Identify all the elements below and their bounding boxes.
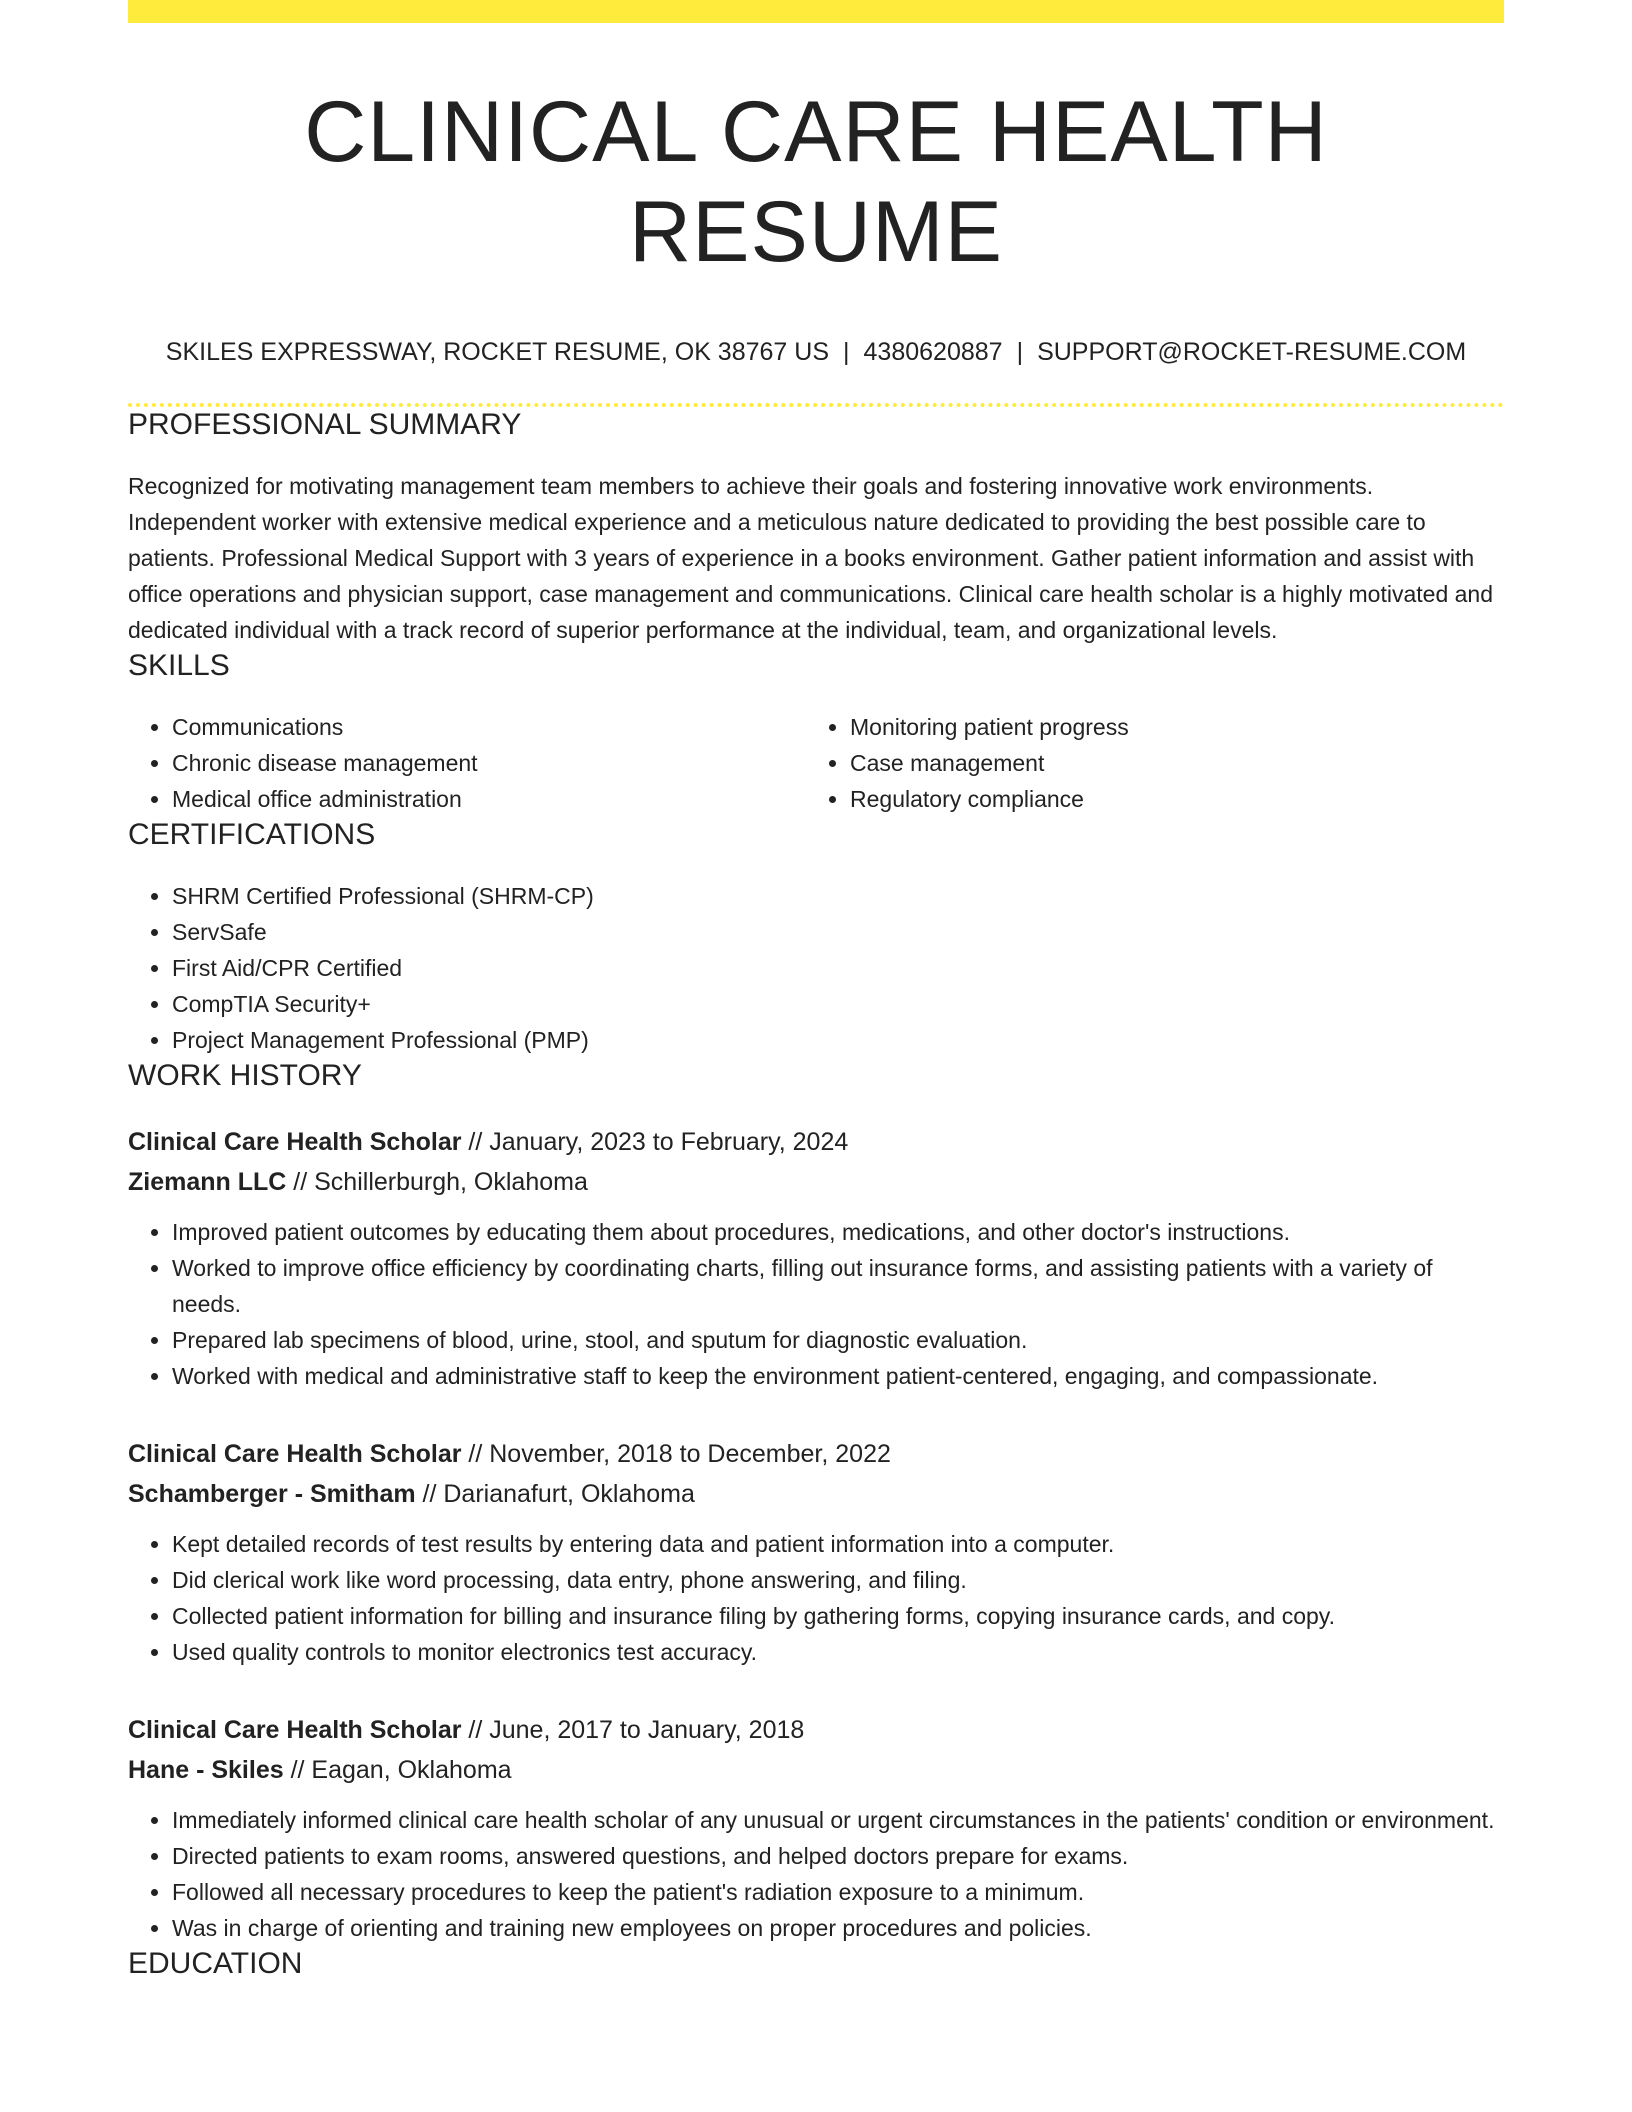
job-title: Clinical Care Health Scholar (128, 1716, 462, 1744)
job-location: // Schillerburgh, Oklahoma (286, 1168, 588, 1196)
job-company-line (128, 1162, 1504, 1202)
certifications-list (128, 878, 1504, 1058)
resume-page (128, 0, 1504, 1982)
job-duty: • Did clerical work like word processing, data entry, phone answering, and filing. (172, 1562, 1504, 1598)
job-dates: // January, 2023 to February, 2024 (461, 1128, 849, 1156)
job-title-line (128, 1710, 1504, 1750)
contact-phone: 4380620887 (863, 338, 1003, 366)
job-company-line (128, 1474, 1504, 1514)
skill-item: • Chronic disease management (172, 745, 806, 781)
skill-item: • Medical office administration (172, 781, 806, 817)
summary-text: Recognized for motivating management team members to achieve their goals and fostering innovative work environments. Independent worker with extensive medical experience and a meticulous nature dedicated to providing the best possible care to patients. Professional Medical Support with 3 years of experience in a books environment. Gather patient information and assist with office operations and physician support, case management and communications. Clinical care health scholar is a highly motivated and dedicated individual with a track record of superior performance at the individual, team, and organizational levels. (128, 473, 1494, 643)
skill-item: • Communications (172, 709, 806, 745)
job-title: Clinical Care Health Scholar (128, 1128, 462, 1156)
skills-list-left (128, 709, 806, 817)
job-company: Ziemann LLC (128, 1168, 287, 1196)
contact-separator: | (1016, 338, 1024, 366)
job-entry (128, 1434, 1504, 1670)
work-history-heading: WORK HISTORY (128, 1059, 362, 1092)
job-location: // Darianafurt, Oklahoma (415, 1480, 695, 1508)
job-entry (128, 1122, 1504, 1394)
job-duty: • Immediately informed clinical care health scholar of any unusual or urgent circumstances in the patients' condition or environment. (172, 1802, 1504, 1838)
job-duty: • Followed all necessary procedures to keep the patient's radiation exposure to a minimum. (172, 1874, 1504, 1910)
certification-item: • First Aid/CPR Certified (172, 950, 1504, 986)
certification-item: • Project Management Professional (PMP) (172, 1022, 1504, 1058)
job-title-line (128, 1434, 1504, 1474)
job-duty: • Prepared lab specimens of blood, urine, stool, and sputum for diagnostic evaluation. (172, 1322, 1504, 1358)
job-duty: • Directed patients to exam rooms, answered questions, and helped doctors prepare for exams. (172, 1838, 1504, 1874)
summary-heading: PROFESSIONAL SUMMARY (128, 408, 522, 441)
skill-item: • Case management (850, 745, 1484, 781)
job-company: Hane - Skiles (128, 1756, 284, 1784)
contact-address: SKILES EXPRESSWAY, ROCKET RESUME, OK 38767 US (165, 338, 830, 366)
skills-list-right (806, 709, 1484, 817)
job-dates: // June, 2017 to January, 2018 (461, 1716, 805, 1744)
job-duties-list (128, 1526, 1504, 1670)
job-duty: • Improved patient outcomes by educating them about procedures, medications, and other doctor's instructions. (172, 1214, 1504, 1250)
skill-item: • Regulatory compliance (850, 781, 1484, 817)
job-dates: // November, 2018 to December, 2022 (461, 1440, 891, 1468)
job-duty: • Was in charge of orienting and training new employees on proper procedures and policies. (172, 1910, 1504, 1946)
job-company-line (128, 1750, 1504, 1790)
certification-item: • ServSafe (172, 914, 1504, 950)
job-duties-list (128, 1214, 1504, 1394)
job-duty: • Collected patient information for billing and insurance filing by gathering forms, copying insurance cards, and copy. (172, 1598, 1504, 1634)
skills-heading: SKILLS (128, 649, 230, 682)
certification-item: • SHRM Certified Professional (SHRM-CP) (172, 878, 1504, 914)
contact-line (128, 336, 1504, 368)
job-company: Schamberger - Smitham (128, 1480, 416, 1508)
skills-grid (128, 709, 1504, 817)
certification-item: • CompTIA Security+ (172, 986, 1504, 1022)
skill-item: • Monitoring patient progress (850, 709, 1484, 745)
job-title-line (128, 1122, 1504, 1162)
job-title: Clinical Care Health Scholar (128, 1440, 462, 1468)
job-duty: • Used quality controls to monitor electronics test accuracy. (172, 1634, 1504, 1670)
job-duty: • Kept detailed records of test results by entering data and patient information into a computer. (172, 1526, 1504, 1562)
job-duty: • Worked with medical and administrative staff to keep the environment patient-centered, engaging, and compassionate. (172, 1358, 1504, 1394)
contact-separator: | (843, 338, 850, 366)
job-duty: • Worked to improve office efficiency by coordinating charts, filling out insurance forms, and assisting patients with a variety of needs. (172, 1250, 1504, 1322)
resume-title: CLINICAL CARE HEALTH RESUME (304, 84, 1328, 280)
job-entry (128, 1710, 1504, 1946)
education-heading: EDUCATION (128, 1947, 303, 1980)
certifications-heading: CERTIFICATIONS (128, 818, 376, 851)
job-location: // Eagan, Oklahoma (283, 1756, 512, 1784)
accent-top-bar (128, 0, 1504, 23)
contact-email: SUPPORT@ROCKET-RESUME.COM (1037, 338, 1467, 366)
job-duties-list (128, 1802, 1504, 1946)
